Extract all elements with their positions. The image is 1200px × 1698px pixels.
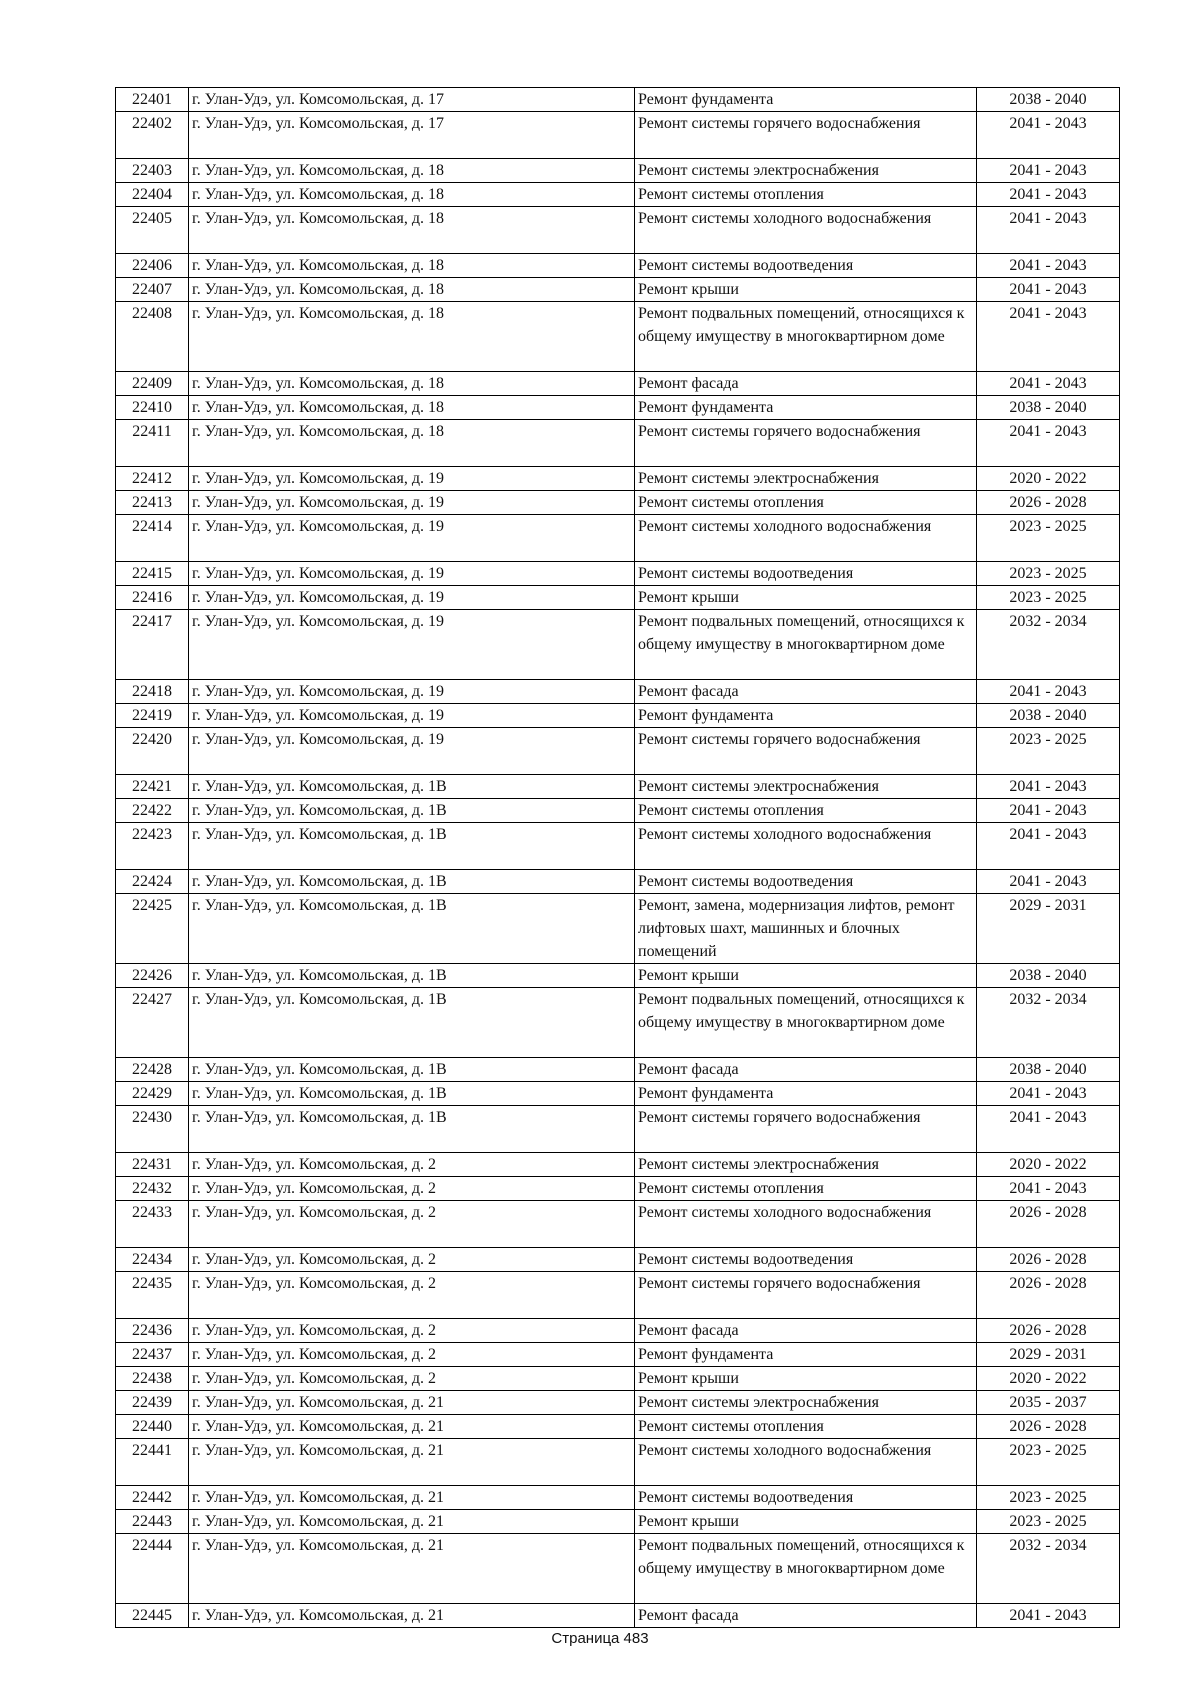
table-row [116,1177,1120,1201]
table-row [116,207,1120,254]
table-row [116,254,1120,278]
row-number: 22415 [116,562,189,586]
table-row [116,1058,1120,1082]
work-type-cell: Ремонт системы электроснабжения [635,1391,977,1415]
row-number: 22404 [116,183,189,207]
work-type-cell: Ремонт системы отопления [635,491,977,515]
table-row [116,515,1120,562]
row-number: 22430 [116,1106,189,1153]
address-cell: г. Улан-Удэ, ул. Комсомольская, д. 21 [189,1391,635,1415]
period-cell: 2041 - 2043 [977,278,1120,302]
address-cell: г. Улан-Удэ, ул. Комсомольская, д. 21 [189,1486,635,1510]
work-type-cell: Ремонт системы водоотведения [635,870,977,894]
work-type-cell: Ремонт, замена, модернизация лифтов, ремонт лифтовых шахт, машинных и блочных помещений [635,894,977,964]
page-number: Страница 483 [551,1630,649,1647]
table-row [116,1201,1120,1248]
row-number: 22424 [116,870,189,894]
address-cell: г. Улан-Удэ, ул. Комсомольская, д. 21 [189,1439,635,1486]
table-row [116,159,1120,183]
row-number: 22431 [116,1153,189,1177]
period-cell: 2032 - 2034 [977,988,1120,1058]
period-cell: 2023 - 2025 [977,562,1120,586]
period-cell: 2026 - 2028 [977,1272,1120,1319]
work-type-cell: Ремонт системы отопления [635,1415,977,1439]
period-cell: 2023 - 2025 [977,515,1120,562]
work-type-cell: Ремонт системы отопления [635,183,977,207]
work-type-cell: Ремонт системы отопления [635,799,977,823]
table-row [116,562,1120,586]
address-cell: г. Улан-Удэ, ул. Комсомольская, д. 21 [189,1510,635,1534]
work-type-cell: Ремонт фундамента [635,396,977,420]
work-type-cell: Ремонт системы водоотведения [635,254,977,278]
row-number: 22405 [116,207,189,254]
table-row [116,1367,1120,1391]
row-number: 22427 [116,988,189,1058]
period-cell: 2026 - 2028 [977,1201,1120,1248]
work-type-cell: Ремонт системы горячего водоснабжения [635,1272,977,1319]
row-number: 22408 [116,302,189,372]
period-cell: 2038 - 2040 [977,964,1120,988]
work-type-cell: Ремонт системы холодного водоснабжения [635,515,977,562]
table-row [116,183,1120,207]
address-cell: г. Улан-Удэ, ул. Комсомольская, д. 19 [189,515,635,562]
table-row [116,870,1120,894]
address-cell: г. Улан-Удэ, ул. Комсомольская, д. 2 [189,1177,635,1201]
row-number: 22412 [116,467,189,491]
table-row [116,1343,1120,1367]
period-cell: 2041 - 2043 [977,1082,1120,1106]
address-cell: г. Улан-Удэ, ул. Комсомольская, д. 18 [189,254,635,278]
period-cell: 2038 - 2040 [977,88,1120,112]
table-row [116,680,1120,704]
work-type-cell: Ремонт системы горячего водоснабжения [635,728,977,775]
period-cell: 2041 - 2043 [977,372,1120,396]
row-number: 22401 [116,88,189,112]
table-row [116,1439,1120,1486]
row-number: 22433 [116,1201,189,1248]
work-type-cell: Ремонт системы горячего водоснабжения [635,420,977,467]
period-cell: 2041 - 2043 [977,159,1120,183]
table-row [116,1391,1120,1415]
address-cell: г. Улан-Удэ, ул. Комсомольская, д. 21 [189,1534,635,1604]
period-cell: 2041 - 2043 [977,302,1120,372]
address-cell: г. Улан-Удэ, ул. Комсомольская, д. 21 [189,1415,635,1439]
table-row [116,586,1120,610]
work-type-cell: Ремонт крыши [635,1510,977,1534]
period-cell: 2023 - 2025 [977,1486,1120,1510]
row-number: 22436 [116,1319,189,1343]
address-cell: г. Улан-Удэ, ул. Комсомольская, д. 18 [189,159,635,183]
table-row [116,1486,1120,1510]
work-type-cell: Ремонт фасада [635,1319,977,1343]
repair-schedule-table [115,87,1120,1628]
table-row [116,1153,1120,1177]
row-number: 22439 [116,1391,189,1415]
period-cell: 2041 - 2043 [977,1177,1120,1201]
address-cell: г. Улан-Удэ, ул. Комсомольская, д. 1В [189,823,635,870]
address-cell: г. Улан-Удэ, ул. Комсомольская, д. 19 [189,680,635,704]
period-cell: 2023 - 2025 [977,1510,1120,1534]
work-type-cell: Ремонт системы холодного водоснабжения [635,1201,977,1248]
work-type-cell: Ремонт фасада [635,680,977,704]
row-number: 22413 [116,491,189,515]
work-type-cell: Ремонт подвальных помещений, относящихся к общему имуществу в многоквартирном доме [635,610,977,680]
work-type-cell: Ремонт фундамента [635,1082,977,1106]
address-cell: г. Улан-Удэ, ул. Комсомольская, д. 1В [189,1058,635,1082]
work-type-cell: Ремонт системы горячего водоснабжения [635,112,977,159]
row-number: 22407 [116,278,189,302]
period-cell: 2020 - 2022 [977,1153,1120,1177]
period-cell: 2038 - 2040 [977,396,1120,420]
row-number: 22420 [116,728,189,775]
period-cell: 2038 - 2040 [977,704,1120,728]
period-cell: 2026 - 2028 [977,491,1120,515]
row-number: 22423 [116,823,189,870]
row-number: 22406 [116,254,189,278]
work-type-cell: Ремонт фундамента [635,1343,977,1367]
row-number: 22414 [116,515,189,562]
table-row [116,1319,1120,1343]
table-row [116,1534,1120,1604]
work-type-cell: Ремонт крыши [635,1367,977,1391]
table-row [116,799,1120,823]
table-row [116,964,1120,988]
row-number: 22440 [116,1415,189,1439]
table-row [116,775,1120,799]
work-type-cell: Ремонт системы электроснабжения [635,159,977,183]
row-number: 22417 [116,610,189,680]
address-cell: г. Улан-Удэ, ул. Комсомольская, д. 19 [189,728,635,775]
work-type-cell: Ремонт системы электроснабжения [635,775,977,799]
work-type-cell: Ремонт фундамента [635,88,977,112]
table-row [116,988,1120,1058]
address-cell: г. Улан-Удэ, ул. Комсомольская, д. 2 [189,1343,635,1367]
address-cell: г. Улан-Удэ, ул. Комсомольская, д. 2 [189,1319,635,1343]
period-cell: 2041 - 2043 [977,799,1120,823]
period-cell: 2032 - 2034 [977,610,1120,680]
row-number: 22426 [116,964,189,988]
address-cell: г. Улан-Удэ, ул. Комсомольская, д. 19 [189,491,635,515]
row-number: 22432 [116,1177,189,1201]
address-cell: г. Улан-Удэ, ул. Комсомольская, д. 1В [189,1106,635,1153]
address-cell: г. Улан-Удэ, ул. Комсомольская, д. 19 [189,562,635,586]
work-type-cell: Ремонт фасада [635,1058,977,1082]
address-cell: г. Улан-Удэ, ул. Комсомольская, д. 1В [189,870,635,894]
work-type-cell: Ремонт системы водоотведения [635,1248,977,1272]
period-cell: 2035 - 2037 [977,1391,1120,1415]
period-cell: 2041 - 2043 [977,254,1120,278]
work-type-cell: Ремонт системы холодного водоснабжения [635,207,977,254]
row-number: 22438 [116,1367,189,1391]
table-row [116,728,1120,775]
row-number: 22422 [116,799,189,823]
work-type-cell: Ремонт системы холодного водоснабжения [635,823,977,870]
period-cell: 2023 - 2025 [977,586,1120,610]
row-number: 22410 [116,396,189,420]
address-cell: г. Улан-Удэ, ул. Комсомольская, д. 18 [189,420,635,467]
period-cell: 2032 - 2034 [977,1534,1120,1604]
row-number: 22445 [116,1604,189,1628]
row-number: 22442 [116,1486,189,1510]
address-cell: г. Улан-Удэ, ул. Комсомольская, д. 18 [189,372,635,396]
table-row [116,491,1120,515]
row-number: 22402 [116,112,189,159]
period-cell: 2041 - 2043 [977,680,1120,704]
period-cell: 2026 - 2028 [977,1248,1120,1272]
row-number: 22444 [116,1534,189,1604]
row-number: 22435 [116,1272,189,1319]
period-cell: 2041 - 2043 [977,870,1120,894]
work-type-cell: Ремонт подвальных помещений, относящихся к общему имуществу в многоквартирном доме [635,988,977,1058]
work-type-cell: Ремонт системы холодного водоснабжения [635,1439,977,1486]
period-cell: 2041 - 2043 [977,207,1120,254]
period-cell: 2026 - 2028 [977,1319,1120,1343]
period-cell: 2020 - 2022 [977,467,1120,491]
work-type-cell: Ремонт подвальных помещений, относящихся к общему имуществу в многоквартирном доме [635,302,977,372]
table-row [116,88,1120,112]
table-row [116,372,1120,396]
address-cell: г. Улан-Удэ, ул. Комсомольская, д. 18 [189,396,635,420]
period-cell: 2026 - 2028 [977,1415,1120,1439]
row-number: 22409 [116,372,189,396]
table-row [116,1248,1120,1272]
table-row [116,420,1120,467]
period-cell: 2029 - 2031 [977,894,1120,964]
table-row [116,112,1120,159]
work-type-cell: Ремонт фасада [635,1604,977,1628]
row-number: 22425 [116,894,189,964]
address-cell: г. Улан-Удэ, ул. Комсомольская, д. 21 [189,1604,635,1628]
address-cell: г. Улан-Удэ, ул. Комсомольская, д. 19 [189,467,635,491]
table-row [116,396,1120,420]
address-cell: г. Улан-Удэ, ул. Комсомольская, д. 1В [189,799,635,823]
work-type-cell: Ремонт системы электроснабжения [635,467,977,491]
row-number: 22419 [116,704,189,728]
row-number: 22418 [116,680,189,704]
table-row [116,467,1120,491]
period-cell: 2041 - 2043 [977,1106,1120,1153]
table-row [116,1604,1120,1628]
row-number: 22411 [116,420,189,467]
table-row [116,1106,1120,1153]
address-cell: г. Улан-Удэ, ул. Комсомольская, д. 1В [189,775,635,799]
address-cell: г. Улан-Удэ, ул. Комсомольская, д. 17 [189,112,635,159]
work-type-cell: Ремонт крыши [635,586,977,610]
period-cell: 2023 - 2025 [977,1439,1120,1486]
period-cell: 2041 - 2043 [977,775,1120,799]
address-cell: г. Улан-Удэ, ул. Комсомольская, д. 18 [189,183,635,207]
table-row [116,704,1120,728]
row-number: 22434 [116,1248,189,1272]
work-type-cell: Ремонт системы водоотведения [635,1486,977,1510]
address-cell: г. Улан-Удэ, ул. Комсомольская, д. 1В [189,1082,635,1106]
work-type-cell: Ремонт системы горячего водоснабжения [635,1106,977,1153]
table-row [116,302,1120,372]
address-cell: г. Улан-Удэ, ул. Комсомольская, д. 2 [189,1248,635,1272]
address-cell: г. Улан-Удэ, ул. Комсомольская, д. 1В [189,988,635,1058]
work-type-cell: Ремонт крыши [635,964,977,988]
address-cell: г. Улан-Удэ, ул. Комсомольская, д. 2 [189,1153,635,1177]
work-type-cell: Ремонт системы электроснабжения [635,1153,977,1177]
table-row [116,1415,1120,1439]
row-number: 22441 [116,1439,189,1486]
period-cell: 2041 - 2043 [977,420,1120,467]
period-cell: 2029 - 2031 [977,1343,1120,1367]
table-row [116,823,1120,870]
row-number: 22416 [116,586,189,610]
work-type-cell: Ремонт системы водоотведения [635,562,977,586]
period-cell: 2041 - 2043 [977,823,1120,870]
table-row [116,894,1120,964]
row-number: 22437 [116,1343,189,1367]
address-cell: г. Улан-Удэ, ул. Комсомольская, д. 17 [189,88,635,112]
address-cell: г. Улан-Удэ, ул. Комсомольская, д. 18 [189,278,635,302]
period-cell: 2041 - 2043 [977,1604,1120,1628]
address-cell: г. Улан-Удэ, ул. Комсомольская, д. 2 [189,1367,635,1391]
work-type-cell: Ремонт системы отопления [635,1177,977,1201]
work-type-cell: Ремонт крыши [635,278,977,302]
address-cell: г. Улан-Удэ, ул. Комсомольская, д. 18 [189,302,635,372]
address-cell: г. Улан-Удэ, ул. Комсомольская, д. 2 [189,1272,635,1319]
address-cell: г. Улан-Удэ, ул. Комсомольская, д. 19 [189,704,635,728]
table-body [116,88,1120,1628]
period-cell: 2038 - 2040 [977,1058,1120,1082]
address-cell: г. Улан-Удэ, ул. Комсомольская, д. 19 [189,586,635,610]
address-cell: г. Улан-Удэ, ул. Комсомольская, д. 1В [189,894,635,964]
period-cell: 2041 - 2043 [977,112,1120,159]
work-type-cell: Ремонт фундамента [635,704,977,728]
table-row [116,610,1120,680]
row-number: 22429 [116,1082,189,1106]
table-row [116,1510,1120,1534]
table-row [116,1082,1120,1106]
period-cell: 2023 - 2025 [977,728,1120,775]
row-number: 22428 [116,1058,189,1082]
row-number: 22443 [116,1510,189,1534]
address-cell: г. Улан-Удэ, ул. Комсомольская, д. 1В [189,964,635,988]
work-type-cell: Ремонт фасада [635,372,977,396]
row-number: 22421 [116,775,189,799]
table-row [116,1272,1120,1319]
address-cell: г. Улан-Удэ, ул. Комсомольская, д. 18 [189,207,635,254]
period-cell: 2020 - 2022 [977,1367,1120,1391]
period-cell: 2041 - 2043 [977,183,1120,207]
table-row [116,278,1120,302]
address-cell: г. Улан-Удэ, ул. Комсомольская, д. 19 [189,610,635,680]
row-number: 22403 [116,159,189,183]
work-type-cell: Ремонт подвальных помещений, относящихся к общему имуществу в многоквартирном доме [635,1534,977,1604]
address-cell: г. Улан-Удэ, ул. Комсомольская, д. 2 [189,1201,635,1248]
